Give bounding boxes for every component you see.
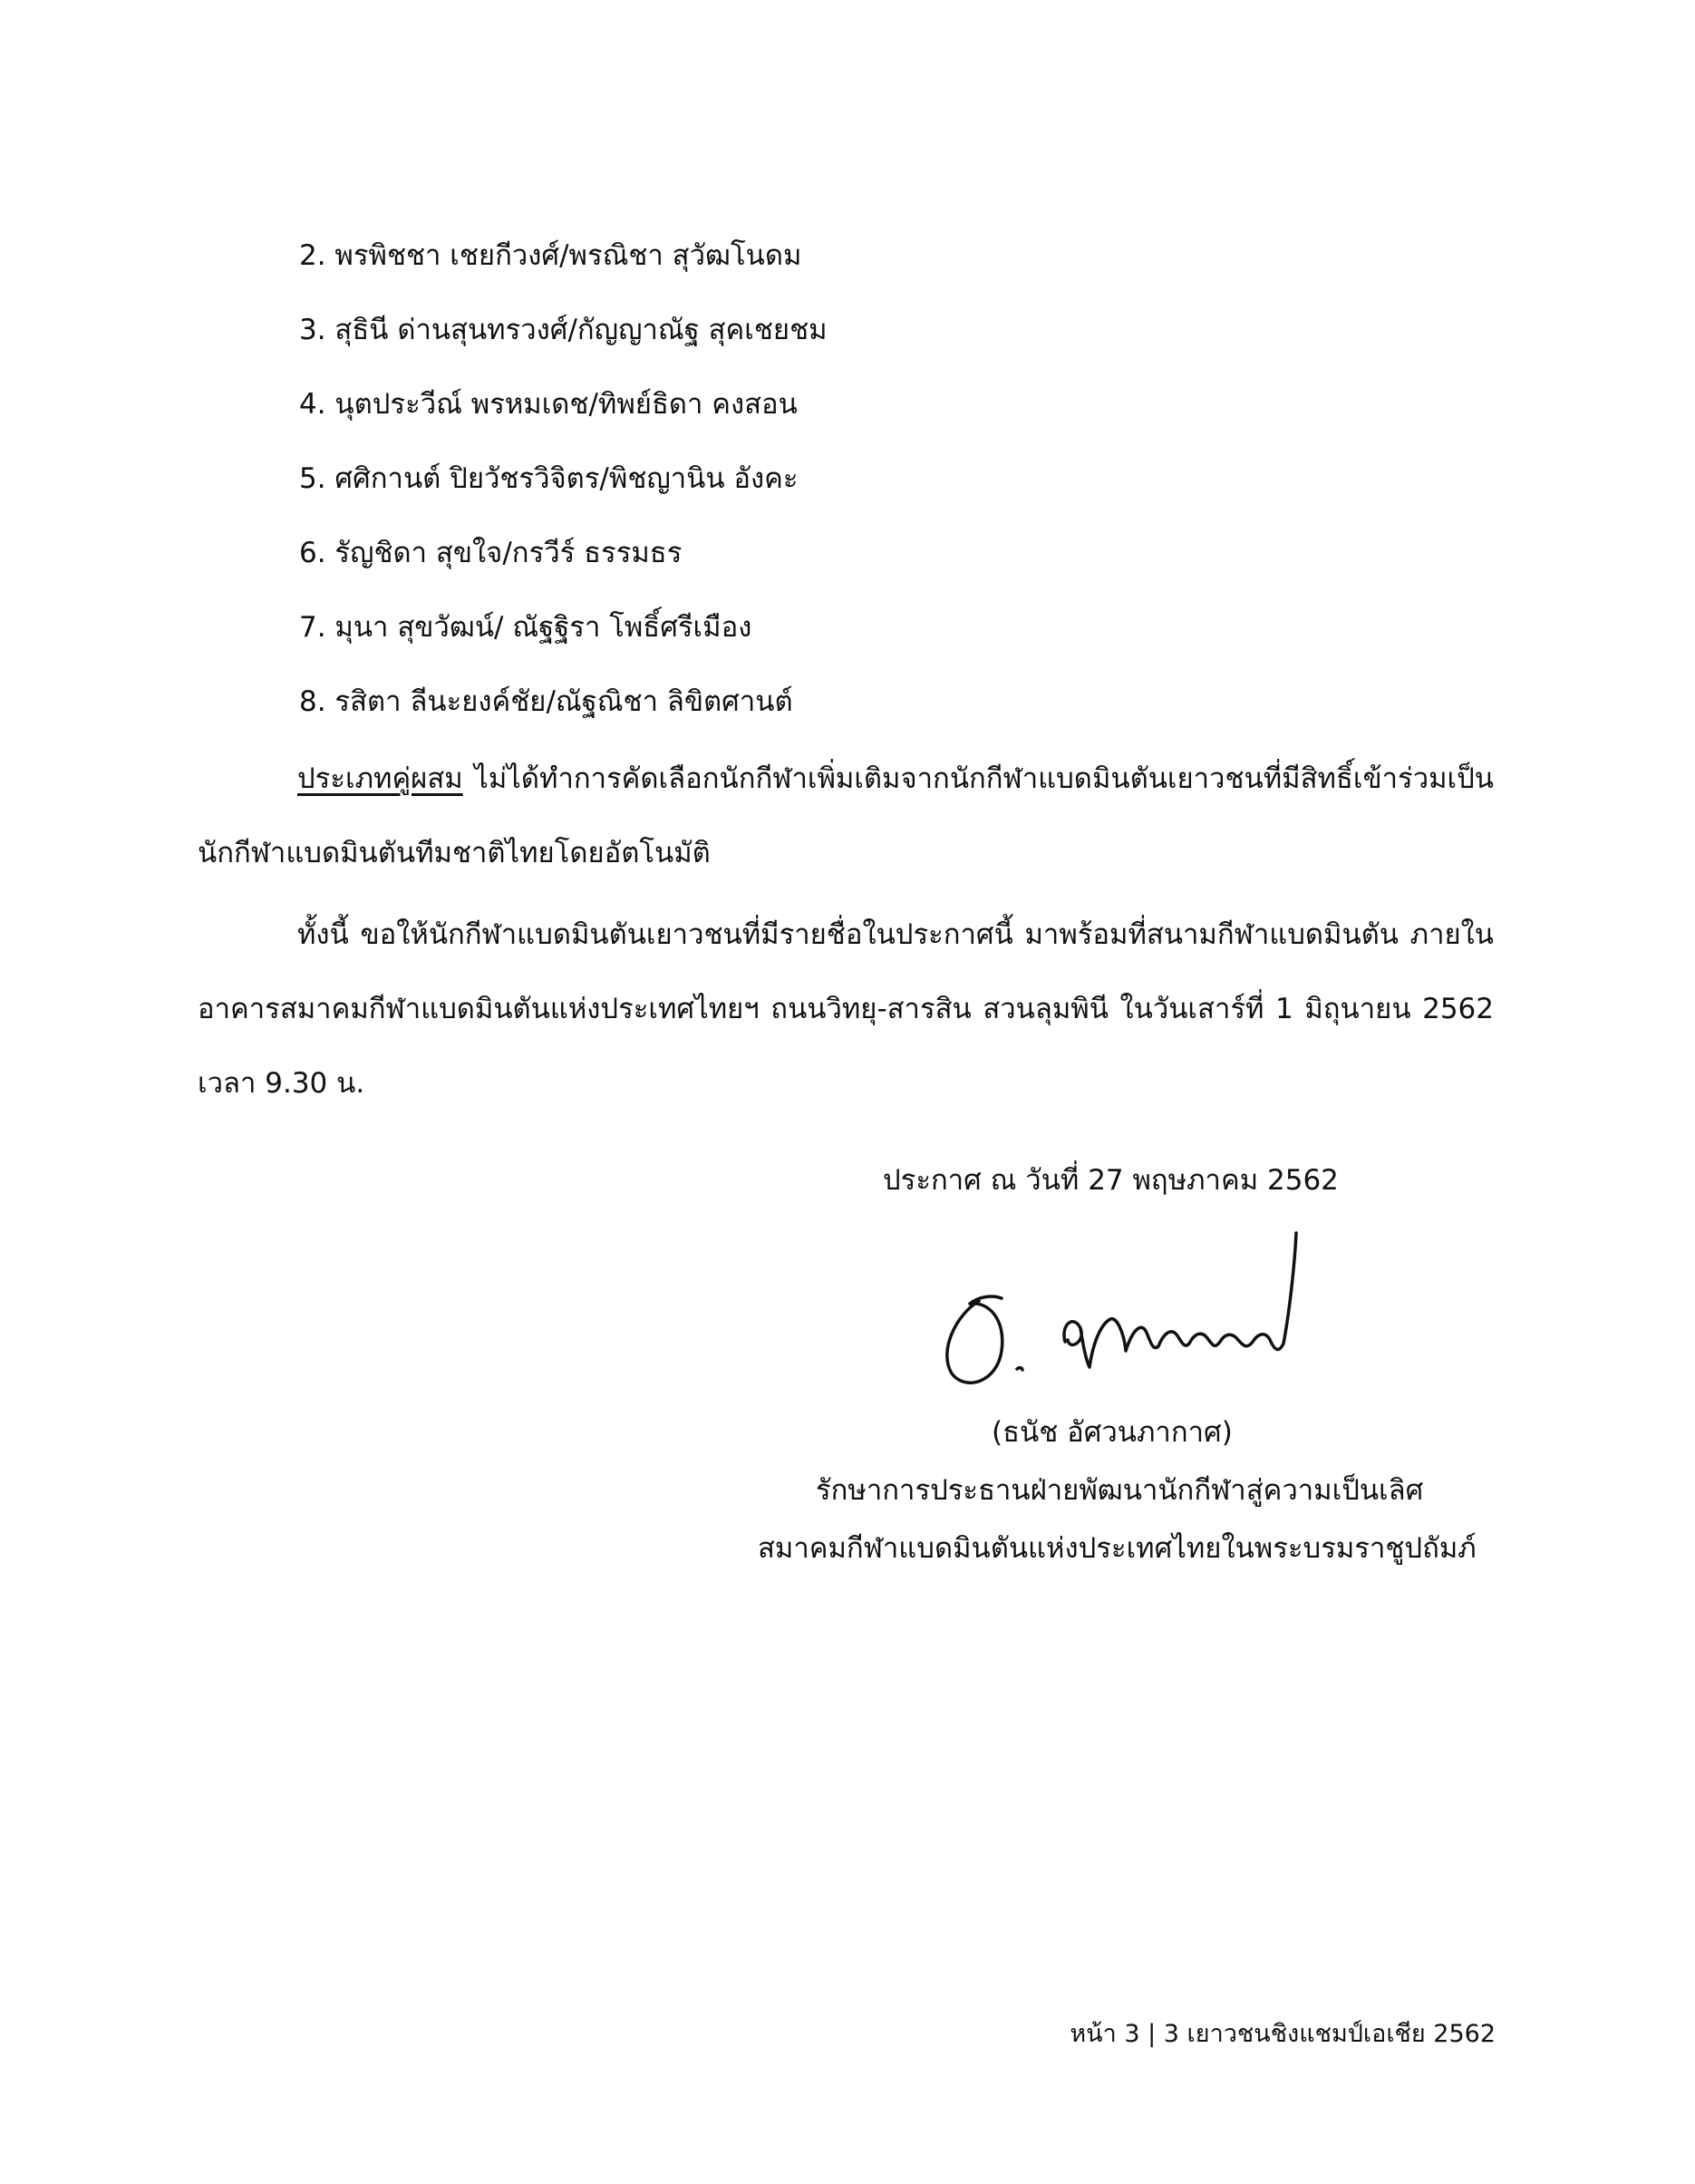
list-item: 6. รัญชิดา สุขใจ/กรวีร์ ธรรมธร	[299, 537, 683, 569]
notice-paragraph	[198, 898, 1494, 1121]
signer-name: (ธนัช อัศวนภากาศ)	[992, 1416, 1233, 1449]
signature	[915, 1215, 1323, 1405]
list-item: 4. นุตประวีณ์ พรหมเดช/ทิพย์ธิดา คงสอน	[299, 388, 798, 421]
list-item: 2. พรพิชชา เชยกีวงศ์/พรณิชา สุวัฒโนดม	[299, 239, 802, 272]
list-item: 5. ศศิกานต์ ปิยวัชรวิจิตร/พิชญานิน อังคะ	[299, 462, 799, 495]
mixed-doubles-paragraph	[198, 742, 1494, 890]
player-list	[299, 238, 828, 758]
announcement-date: ประกาศ ณ วันที่ 27 พฤษภาคม 2562	[883, 1164, 1339, 1197]
list-item: 3. สุธินี ด่านสุนทรวงศ์/กัญญาณัฐ สุคเชยชม	[299, 314, 828, 346]
signer-position: รักษาการประธานฝ่ายพัฒนานักกีฬาสู่ความเป็นเลิศ	[816, 1474, 1424, 1507]
notice-text: ทั้งนี้ ขอให้นักกีฬาแบดมินตันเยาวชนที่มีรายชื่อในประกาศนี้ มาพร้อมที่สนามกีฬาแบดมินตัน ภายในอาคารสมาคมกีฬาแบดมินตันแห่งประเทศไทยฯ ถนนวิทยุ-สารสิน สวนลุมพินี ในวันเสาร์ที่ 1 มิถุนายน 2562 เวลา 9.30 น.	[198, 918, 1494, 1100]
mixed-doubles-heading: ประเภทคู่ผสม	[297, 762, 463, 795]
page-footer: หน้า 3 | 3 เยาวชนชิงแชมป์เอเชีย 2562	[1070, 2020, 1496, 2048]
signer-organization: สมาคมกีฬาแบดมินตันแห่งประเทศไทยในพระบรมราชูปถัมภ์	[758, 1532, 1477, 1565]
list-item: 7. มุนา สุขวัฒน์/ ณัฐฐิรา โพธิ์ศรีเมือง	[299, 611, 752, 644]
mixed-doubles-text: ไม่ได้ทำการคัดเลือกนักกีฬาเพิ่มเติมจากนักกีฬาแบดมินตันเยาวชนที่มีสิทธิ์เข้าร่วมเป็นนักกีฬาแบดมินตันทีมชาติไทยโดยอัตโนมัติ	[198, 762, 1494, 869]
list-item: 8. รสิตา ลีนะยงค์ชัย/ณัฐณิชา ลิขิตศานต์	[299, 685, 793, 718]
